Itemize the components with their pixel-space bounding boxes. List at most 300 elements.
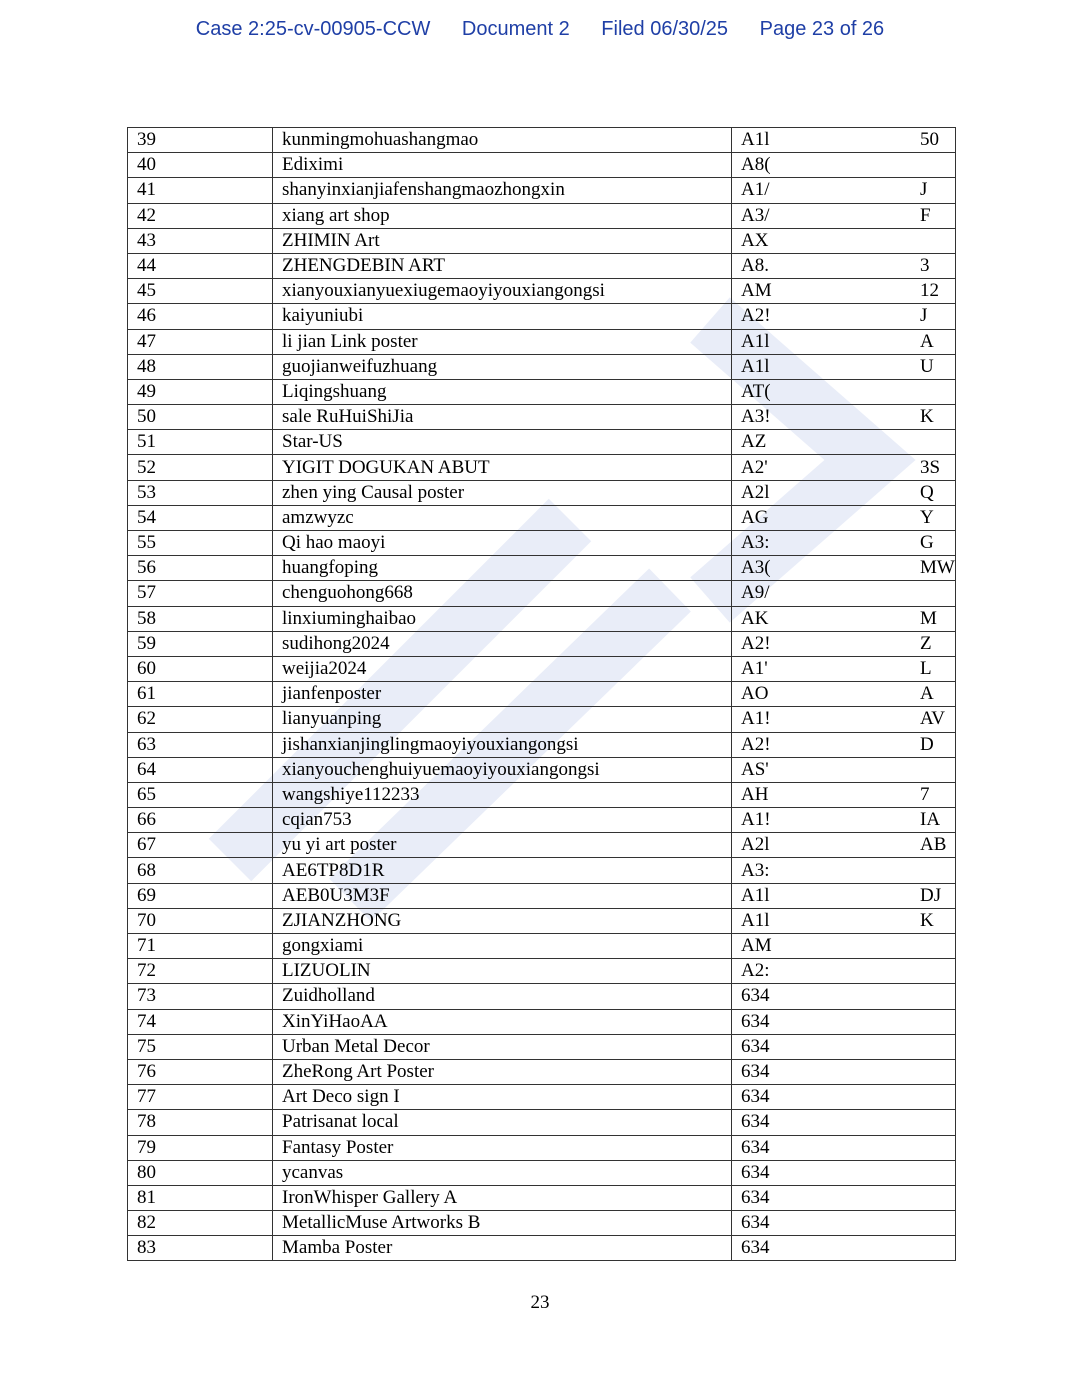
row-number: 43 — [128, 228, 273, 253]
asin-fragment-right — [911, 782, 956, 807]
row-number: 51 — [128, 430, 273, 455]
seller-name: sudihong2024 — [273, 631, 732, 656]
redacted-gap — [774, 329, 911, 354]
asin-left-text: A1l — [741, 909, 770, 931]
row-number: 79 — [128, 1135, 273, 1160]
row-number: 82 — [128, 1211, 273, 1236]
seller-name: xianyouxianyuexiugemaoyiyouxiangongsi — [273, 279, 732, 304]
asin-fragment-left — [732, 606, 775, 631]
asin-right-text: Z — [920, 632, 932, 654]
table-row — [128, 707, 956, 732]
asin-right-text: J — [920, 179, 928, 201]
seller-name: XinYiHaoAA — [273, 1009, 732, 1034]
table-row — [128, 379, 956, 404]
table-row — [128, 682, 956, 707]
seller-name: Urban Metal Decor — [273, 1034, 732, 1059]
asin-fragment-left — [732, 1034, 775, 1059]
redacted-gap — [774, 808, 911, 833]
asin-fragment-right — [911, 329, 956, 354]
asin-right-text: 3S — [920, 456, 941, 478]
asin-fragment-left — [732, 505, 775, 530]
redacted-gap — [774, 556, 911, 581]
asin-fragment-right — [911, 304, 956, 329]
row-number: 39 — [128, 128, 273, 153]
seller-name: huangfoping — [273, 556, 732, 581]
redacted-gap — [774, 279, 911, 304]
redacted-gap — [774, 1236, 911, 1261]
redacted-gap — [774, 531, 911, 556]
asin-fragment-right — [911, 1135, 956, 1160]
asin-fragment-right — [911, 581, 956, 606]
table-row — [128, 581, 956, 606]
asin-left-text: AK — [741, 607, 769, 629]
asin-fragment-right — [911, 1236, 956, 1261]
asin-fragment-left — [732, 631, 775, 656]
page-indicator: Page 23 of 26 — [759, 18, 885, 40]
table-row — [128, 1110, 956, 1135]
row-number: 70 — [128, 908, 273, 933]
asin-left-text: A1/ — [741, 179, 770, 201]
row-number: 71 — [128, 934, 273, 959]
redacted-gap — [774, 405, 911, 430]
seller-name: Star-US — [273, 430, 732, 455]
asin-fragment-right — [911, 656, 956, 681]
redacted-gap — [774, 1160, 911, 1185]
asin-right-text: D — [920, 733, 934, 755]
seller-name: Mamba Poster — [273, 1236, 732, 1261]
asin-left-text: AG — [741, 506, 769, 528]
asin-fragment-left — [732, 1185, 775, 1210]
asin-fragment-right — [911, 732, 956, 757]
asin-left-text: A8. — [741, 255, 769, 277]
defendant-schedule-table — [127, 127, 956, 1261]
asin-fragment-left — [732, 178, 775, 203]
seller-name: yu yi art poster — [273, 833, 732, 858]
asin-right-text: 3 — [920, 255, 930, 277]
asin-fragment-right — [911, 178, 956, 203]
seller-name: xianyouchenghuiyuemaoyiyouxiangongsi — [273, 757, 732, 782]
asin-fragment-right — [911, 1034, 956, 1059]
row-number: 44 — [128, 253, 273, 278]
asin-fragment-right — [911, 1160, 956, 1185]
table-row — [128, 606, 956, 631]
redacted-gap — [774, 430, 911, 455]
table-row — [128, 178, 956, 203]
asin-fragment-left — [732, 455, 775, 480]
table-row — [128, 556, 956, 581]
asin-left-text: 634 — [741, 1212, 770, 1234]
asin-right-text: K — [920, 406, 934, 428]
table-row — [128, 858, 956, 883]
row-number: 58 — [128, 606, 273, 631]
table-row — [128, 354, 956, 379]
asin-right-text: MW — [920, 557, 955, 579]
seller-name: AE6TP8D1R — [273, 858, 732, 883]
row-number: 54 — [128, 505, 273, 530]
asin-right-text: K — [920, 909, 934, 931]
asin-left-text: A8( — [741, 154, 771, 176]
asin-fragment-left — [732, 808, 775, 833]
table-row — [128, 430, 956, 455]
seller-name: xiang art shop — [273, 203, 732, 228]
asin-left-text: 634 — [741, 1186, 770, 1208]
asin-fragment-right — [911, 556, 956, 581]
redacted-gap — [774, 1110, 911, 1135]
asin-fragment-left — [732, 984, 775, 1009]
asin-fragment-left — [732, 581, 775, 606]
row-number: 49 — [128, 379, 273, 404]
seller-name: gongxiami — [273, 934, 732, 959]
asin-left-text: AT( — [741, 380, 771, 402]
redacted-gap — [774, 782, 911, 807]
seller-name: chenguohong668 — [273, 581, 732, 606]
asin-fragment-right — [911, 833, 956, 858]
seller-name: guojianweifuzhuang — [273, 354, 732, 379]
row-number: 55 — [128, 531, 273, 556]
asin-right-text: IA — [920, 809, 941, 831]
asin-right-text: Q — [920, 481, 934, 503]
redacted-gap — [774, 682, 911, 707]
row-number: 64 — [128, 757, 273, 782]
asin-left-text: A1l — [741, 884, 770, 906]
asin-fragment-right — [911, 1085, 956, 1110]
asin-fragment-right — [911, 455, 956, 480]
asin-fragment-right — [911, 379, 956, 404]
asin-left-text: A2! — [741, 733, 771, 755]
asin-fragment-right — [911, 883, 956, 908]
asin-fragment-left — [732, 1211, 775, 1236]
asin-fragment-left — [732, 883, 775, 908]
row-number: 72 — [128, 959, 273, 984]
asin-left-text: A3( — [741, 557, 771, 579]
asin-fragment-left — [732, 531, 775, 556]
row-number: 52 — [128, 455, 273, 480]
seller-name: linxiuminghaibao — [273, 606, 732, 631]
seller-name: LIZUOLIN — [273, 959, 732, 984]
asin-right-text: L — [920, 658, 932, 680]
redacted-gap — [774, 656, 911, 681]
asin-left-text: AX — [741, 229, 769, 251]
table-row — [128, 1185, 956, 1210]
asin-fragment-left — [732, 1160, 775, 1185]
asin-fragment-right — [911, 606, 956, 631]
asin-left-text: A1l — [741, 129, 770, 151]
redacted-gap — [774, 732, 911, 757]
asin-fragment-right — [911, 984, 956, 1009]
asin-left-text: A3/ — [741, 204, 770, 226]
row-number: 56 — [128, 556, 273, 581]
asin-fragment-left — [732, 379, 775, 404]
asin-fragment-right — [911, 1009, 956, 1034]
row-number: 73 — [128, 984, 273, 1009]
asin-right-text: AV — [920, 708, 945, 730]
row-number: 59 — [128, 631, 273, 656]
redacted-gap — [774, 354, 911, 379]
asin-fragment-left — [732, 1009, 775, 1034]
redacted-gap — [774, 1059, 911, 1084]
asin-fragment-left — [732, 203, 775, 228]
asin-fragment-left — [732, 228, 775, 253]
row-number: 81 — [128, 1185, 273, 1210]
redacted-gap — [774, 153, 911, 178]
row-number: 41 — [128, 178, 273, 203]
redacted-gap — [774, 606, 911, 631]
row-number: 80 — [128, 1160, 273, 1185]
redacted-gap — [774, 833, 911, 858]
seller-name: Zuidholland — [273, 984, 732, 1009]
asin-right-text: A — [920, 330, 934, 352]
asin-fragment-left — [732, 934, 775, 959]
asin-left-text: A1! — [741, 809, 771, 831]
asin-left-text: A2! — [741, 305, 771, 327]
table-row — [128, 228, 956, 253]
redacted-gap — [774, 707, 911, 732]
asin-fragment-left — [732, 858, 775, 883]
asin-fragment-left — [732, 354, 775, 379]
seller-name: kaiyuniubi — [273, 304, 732, 329]
seller-name: Art Deco sign I — [273, 1085, 732, 1110]
seller-name: zhen ying Causal poster — [273, 480, 732, 505]
seller-name: ZHIMIN Art — [273, 228, 732, 253]
asin-fragment-right — [911, 531, 956, 556]
table-row — [128, 455, 956, 480]
asin-fragment-right — [911, 707, 956, 732]
seller-name: ZJIANZHONG — [273, 908, 732, 933]
asin-fragment-right — [911, 228, 956, 253]
row-number: 66 — [128, 808, 273, 833]
redacted-gap — [774, 1085, 911, 1110]
asin-fragment-left — [732, 656, 775, 681]
asin-fragment-right — [911, 505, 956, 530]
redacted-gap — [774, 631, 911, 656]
asin-left-text: A1' — [741, 658, 768, 680]
asin-left-text: 634 — [741, 1061, 770, 1083]
redacted-gap — [774, 455, 911, 480]
redacted-gap — [774, 908, 911, 933]
table-row — [128, 279, 956, 304]
asin-fragment-right — [911, 908, 956, 933]
asin-fragment-left — [732, 707, 775, 732]
asin-left-text: A9/ — [741, 582, 770, 604]
seller-name: Fantasy Poster — [273, 1135, 732, 1160]
asin-fragment-left — [732, 908, 775, 933]
asin-fragment-right — [911, 1211, 956, 1236]
asin-fragment-right — [911, 480, 956, 505]
asin-fragment-left — [732, 304, 775, 329]
seller-name: Qi hao maoyi — [273, 531, 732, 556]
table-row — [128, 128, 956, 153]
asin-right-text: 7 — [920, 783, 930, 805]
redacted-gap — [774, 203, 911, 228]
asin-right-text: 12 — [920, 280, 939, 302]
asin-fragment-left — [732, 1085, 775, 1110]
asin-left-text: A2l — [741, 481, 770, 503]
redacted-gap — [774, 253, 911, 278]
asin-fragment-left — [732, 782, 775, 807]
asin-fragment-left — [732, 128, 775, 153]
table-row — [128, 959, 956, 984]
seller-name: weijia2024 — [273, 656, 732, 681]
row-number: 46 — [128, 304, 273, 329]
asin-left-text: A1! — [741, 708, 771, 730]
row-number: 67 — [128, 833, 273, 858]
row-number: 62 — [128, 707, 273, 732]
page-number: 23 — [530, 1292, 550, 1313]
asin-left-text: A1l — [741, 355, 770, 377]
redacted-gap — [774, 1135, 911, 1160]
table-row — [128, 934, 956, 959]
table-row — [128, 984, 956, 1009]
seller-name: Liqingshuang — [273, 379, 732, 404]
seller-name: IronWhisper Gallery A — [273, 1185, 732, 1210]
redacted-gap — [774, 581, 911, 606]
table-row — [128, 253, 956, 278]
asin-left-text: AM — [741, 935, 772, 957]
asin-fragment-right — [911, 405, 956, 430]
table-row — [128, 656, 956, 681]
asin-fragment-right — [911, 757, 956, 782]
asin-left-text: 634 — [741, 1086, 770, 1108]
asin-left-text: 634 — [741, 1161, 770, 1183]
asin-fragment-right — [911, 153, 956, 178]
row-number: 75 — [128, 1034, 273, 1059]
asin-right-text: DJ — [920, 884, 942, 906]
row-number: 60 — [128, 656, 273, 681]
asin-fragment-right — [911, 1185, 956, 1210]
redacted-gap — [774, 1185, 911, 1210]
asin-fragment-right — [911, 631, 956, 656]
asin-fragment-left — [732, 959, 775, 984]
table-row — [128, 153, 956, 178]
asin-left-text: AM — [741, 280, 772, 302]
seller-name: Ediximi — [273, 153, 732, 178]
asin-fragment-right — [911, 203, 956, 228]
asin-fragment-left — [732, 732, 775, 757]
asin-right-text: AB — [920, 834, 947, 856]
table-row — [128, 1059, 956, 1084]
row-number: 76 — [128, 1059, 273, 1084]
seller-name: li jian Link poster — [273, 329, 732, 354]
seller-name: amzwyzc — [273, 505, 732, 530]
table-row — [128, 405, 956, 430]
redacted-gap — [774, 883, 911, 908]
redacted-gap — [774, 228, 911, 253]
asin-left-text: AO — [741, 683, 769, 705]
table-row — [128, 808, 956, 833]
asin-left-text: AZ — [741, 431, 767, 453]
redacted-gap — [774, 379, 911, 404]
row-number: 42 — [128, 203, 273, 228]
row-number: 74 — [128, 1009, 273, 1034]
redacted-gap — [774, 505, 911, 530]
asin-fragment-left — [732, 405, 775, 430]
asin-fragment-left — [732, 1236, 775, 1261]
row-number: 40 — [128, 153, 273, 178]
asin-right-text: G — [920, 532, 934, 554]
asin-fragment-left — [732, 1110, 775, 1135]
row-number: 47 — [128, 329, 273, 354]
redacted-gap — [774, 1034, 911, 1059]
seller-name: sale RuHuiShiJia — [273, 405, 732, 430]
row-number: 50 — [128, 405, 273, 430]
seller-name: kunmingmohuashangmao — [273, 128, 732, 153]
table-row — [128, 329, 956, 354]
seller-name: wangshiye112233 — [273, 782, 732, 807]
redacted-gap — [774, 178, 911, 203]
asin-left-text: AS' — [741, 758, 769, 780]
seller-name: AEB0U3M3F — [273, 883, 732, 908]
asin-right-text: U — [920, 355, 934, 377]
row-number: 68 — [128, 858, 273, 883]
asin-fragment-left — [732, 329, 775, 354]
seller-name: YIGIT DOGUKAN ABUT — [273, 455, 732, 480]
redacted-gap — [774, 1211, 911, 1236]
asin-left-text: A3! — [741, 406, 771, 428]
asin-left-text: A1l — [741, 330, 770, 352]
asin-fragment-left — [732, 279, 775, 304]
table-row — [128, 1034, 956, 1059]
table-row — [128, 531, 956, 556]
asin-fragment-right — [911, 959, 956, 984]
asin-fragment-left — [732, 1059, 775, 1084]
row-number: 69 — [128, 883, 273, 908]
asin-fragment-left — [732, 556, 775, 581]
asin-left-text: A2: — [741, 960, 770, 982]
table-row — [128, 1211, 956, 1236]
asin-fragment-left — [732, 833, 775, 858]
asin-fragment-right — [911, 1059, 956, 1084]
row-number: 45 — [128, 279, 273, 304]
asin-right-text: 50 — [920, 129, 939, 151]
table-row — [128, 203, 956, 228]
table-row — [128, 1085, 956, 1110]
seller-name: jianfenposter — [273, 682, 732, 707]
row-number: 63 — [128, 732, 273, 757]
asin-fragment-right — [911, 858, 956, 883]
table-row — [128, 732, 956, 757]
asin-right-text: F — [920, 204, 931, 226]
row-number: 78 — [128, 1110, 273, 1135]
row-number: 57 — [128, 581, 273, 606]
table-row — [128, 1236, 956, 1261]
asin-fragment-right — [911, 430, 956, 455]
seller-name: Patrisanat local — [273, 1110, 732, 1135]
row-number: 83 — [128, 1236, 273, 1261]
redacted-gap — [774, 304, 911, 329]
seller-name: lianyuanping — [273, 707, 732, 732]
document-header — [0, 18, 1080, 41]
table-row — [128, 1160, 956, 1185]
asin-fragment-left — [732, 153, 775, 178]
asin-fragment-left — [732, 682, 775, 707]
redacted-gap — [774, 1009, 911, 1034]
seller-name: shanyinxianjiafenshangmaozhongxin — [273, 178, 732, 203]
table-row — [128, 505, 956, 530]
asin-fragment-left — [732, 430, 775, 455]
row-number: 53 — [128, 480, 273, 505]
asin-fragment-right — [911, 682, 956, 707]
table-row — [128, 1135, 956, 1160]
asin-left-text: 634 — [741, 1010, 770, 1032]
asin-left-text: 634 — [741, 985, 770, 1007]
table-row — [128, 833, 956, 858]
asin-left-text: A3: — [741, 532, 770, 554]
redacted-gap — [774, 858, 911, 883]
table-row — [128, 757, 956, 782]
redacted-gap — [774, 959, 911, 984]
case-number: Case 2:25-cv-00905-CCW — [195, 18, 431, 40]
asin-fragment-right — [911, 808, 956, 833]
